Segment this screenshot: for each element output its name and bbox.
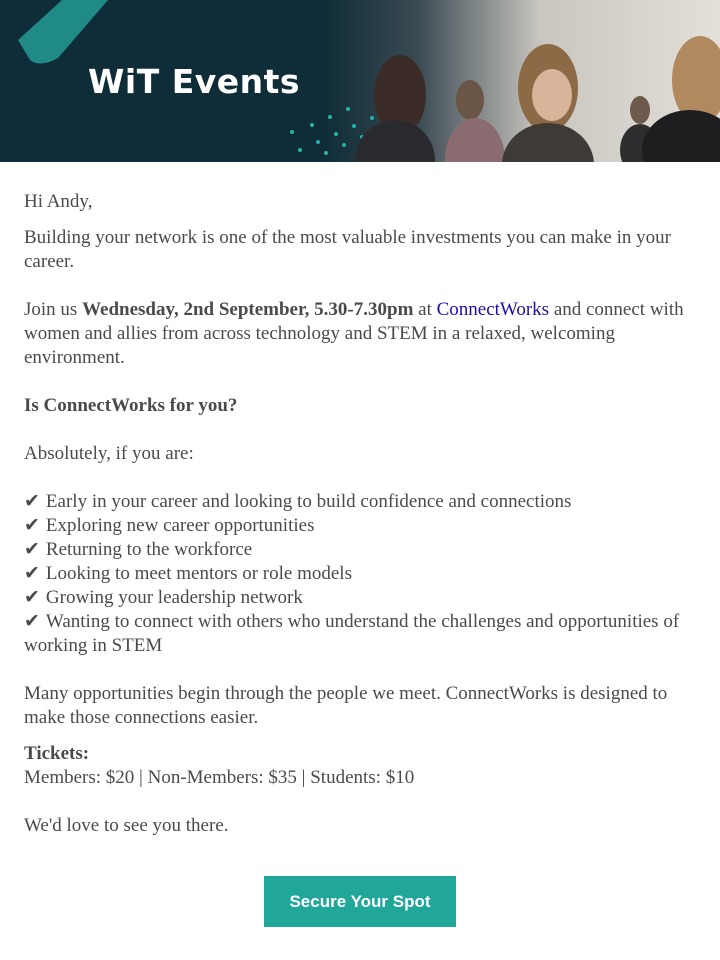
join-suffix: and connect with women and allies from across technology and STEM in a relaxed, welcoming environment. — [24, 299, 684, 368]
checkmark-icon: ✔ — [24, 515, 40, 536]
list-item-text: Looking to meet mentors or role models — [45, 563, 352, 584]
checklist — [24, 490, 700, 658]
opportunities-paragraph: Many opportunities begin through the people we meet. ConnectWorks is designed to make those connections easier. — [24, 683, 668, 728]
tickets-heading — [24, 742, 700, 766]
join-at: at — [413, 299, 437, 320]
intro-paragraph: Building your network is one of the most valuable investments you can make in your career. — [24, 227, 671, 272]
closing-line: We'd love to see you there. — [24, 815, 229, 836]
list-item — [24, 490, 700, 514]
checkmark-icon: ✔ — [24, 611, 40, 632]
join-paragraph — [24, 298, 700, 370]
list-item — [24, 610, 700, 658]
list-item — [24, 538, 700, 562]
checkmark-icon: ✔ — [24, 563, 40, 584]
question-heading-text: Is ConnectWorks for you? — [24, 395, 238, 416]
join-prefix: Join us — [24, 299, 83, 320]
cta-container — [0, 876, 720, 927]
ticket-prices: Members: $20 | Non-Members: $35 | Students: $10 — [24, 767, 415, 788]
checkmark-icon: ✔ — [24, 587, 40, 608]
connectworks-link[interactable]: ConnectWorks — [436, 299, 550, 320]
event-date: Wednesday, 2nd September, 5.30-7.30pm — [82, 299, 414, 320]
event-banner — [0, 0, 720, 162]
list-item-text: Early in your career and looking to build confidence and connections — [45, 491, 572, 512]
list-item-text: Growing your leadership network — [45, 587, 303, 608]
greeting: Hi Andy, — [24, 191, 93, 212]
secure-your-spot-button[interactable]: Secure Your Spot — [264, 876, 456, 927]
list-item — [24, 514, 700, 538]
tickets-heading-text: Tickets: — [24, 743, 90, 764]
list-item-text: Returning to the workforce — [45, 539, 253, 560]
question-heading — [24, 394, 700, 418]
email-body — [24, 190, 700, 838]
list-item-text: Wanting to connect with others who understand the challenges and opportunities of working in STEM — [24, 611, 680, 656]
checkmark-icon: ✔ — [24, 491, 40, 512]
list-item — [24, 562, 700, 586]
list-item-text: Exploring new career opportunities — [45, 515, 315, 536]
list-item — [24, 586, 700, 610]
checkmark-icon: ✔ — [24, 539, 40, 560]
absolutely-line: Absolutely, if you are: — [24, 443, 194, 464]
banner-title: WiT Events — [88, 62, 301, 101]
